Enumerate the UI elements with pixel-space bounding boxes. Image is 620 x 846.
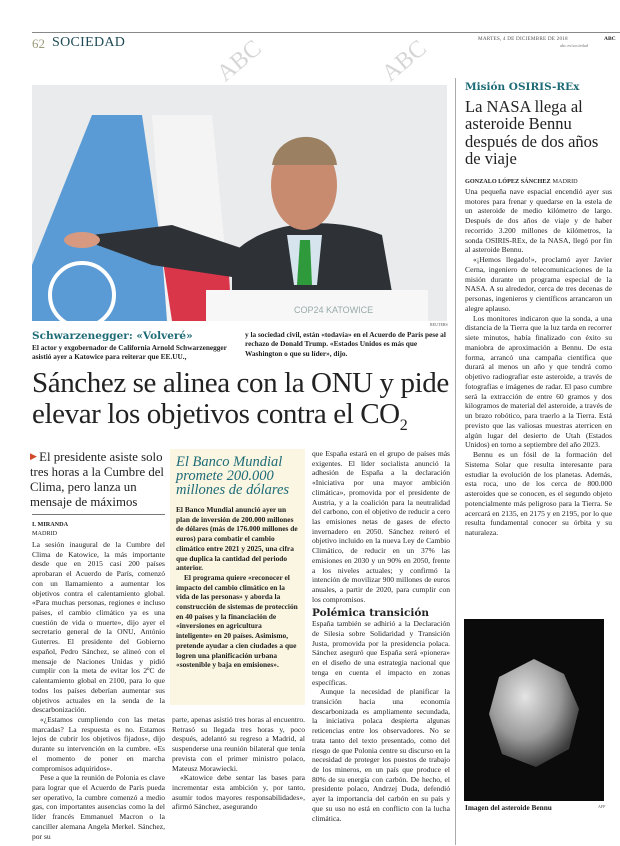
photo-credit: REUTERS — [430, 322, 448, 327]
article-subhead: ▶ El presidente asiste solo tres horas a la Cumbre del Clima, pero lanza un mensaje de máximos — [30, 450, 164, 509]
byline: I. MIRANDA MADRID — [32, 521, 69, 537]
caption-text-2: y la sociedad civil, están «todavía» en el Acuerdo de París pese al rechazo de Donald Trump. «Estados Unidos es más que Washington o que su líder», dijo. — [245, 330, 446, 358]
section-title: SOCIEDAD — [52, 35, 126, 50]
article-column-1: La sesión inaugural de la Cumbre del Clima de Katowice, la más importante desde que en 2015 casi 200 países aprobaran el Acuerdo de París, comenzó con un llamamiento a aumentar los objetivos contra el calentamiento global. «Para muchas personas, regiones e incluso países, el cambio climático ya es una cuestión de vida o muerte», dijo ayer el secretario general de la ONU, António Guterres. El presidente del Gobierno español, Pedro Sánchez, se alineó con el mensaje de Naciones Unidas y pidió cumplir con la meta de evitar los 2ºC de calentamiento global en 2100, para lo que todos los países deberían aumentar sus objetivos actuales en la senda de la descarbonización. «¿Estamos cumpliendo con las metas marcadas? La respuesta es no. Estamos lejos de cubrir los objetivos fijados», dijo durante su intervención en la cumbre. «Es el momento de poner en marcha compromisos adquiridos». Pese a que la reunión de Polonia es clave para lograr que el Acuerdo de París pueda ser operativo, la cumbre comenzó a medio gas, con importantes ausencias como la del líder francés Emmanuel Macron o la canciller alemana Angela Merkel. Sánchez, por su — [32, 540, 165, 841]
article-headline: Sánchez se alinea con la ONU y pide elevar los objetivos contra el $CO_2$ — [32, 367, 449, 434]
article-column-3: que España estará en el grupo de países más exigentes. El líder socialista anunció la adhesión de España a la declaración «Iniciativa por una mayor ambición climática», promovida por el presidente de Austria, y a la coalición para la neutralidad del carbono, con el objetivo de reducir a cero las emisiones netas de gases de efecto invernadero en 2050. Sánchez reiteró el objetivo incluido en la nueva Ley de Cambio Climático, de reducir en un 37% las emisiones en 2030 y un 90% en 2050, frente a los niveles actuales; y confirmó la intención de movilizar 900 millones de euros anuales, a partir de 2020, para cumplir con los compromisos. Polémica transición España también se adhirió a la Declaración de Silesia sobre Solidaridad y Transición Justa, promovida por la presidencia polaca. Sánchez aseguró que España será «pionera» en el diseño de una estrategia nacional que tenga en cuenta el impacto en zonas específicas. Aunque la necesidad de planificar la transición hacia una economía descarbonizada es ampliamente secundada, la iniciativa polaca despierta algunas reticencias entre los observadores. No se trata tanto del texto presentado, como del riesgo de que Polonia centre su discurso en la necesidad de proteger los puestos de trabajo de los mineros, en un país que produce el 80% de su energía con carbón. De hecho, el presidente polaco, Andrzej Duda, defendió ayer la importancia del carbón en su país y que su uso no está en conflicto con la lucha climática. — [312, 449, 450, 823]
abc-watermark: ABC — [377, 35, 432, 87]
podium-text: COP24 KATOWICE — [294, 305, 374, 315]
sidebar-kicker: Misión OSIRIS-REx — [465, 81, 580, 93]
image-caption: Imagen del asteroide Bennu — [465, 803, 552, 812]
abc-watermark: ABC — [212, 35, 267, 87]
column-divider — [455, 78, 456, 845]
caption-title: Schwarzenegger: «Volveré» — [32, 330, 193, 342]
caption-text-1: El actor y exgobernador de California Arnold Schwarzenegger asistió ayer a Katowice para reiterar que EE.UU., — [32, 343, 227, 362]
page-number: 62 — [32, 36, 45, 51]
header-rule — [32, 32, 620, 33]
intertitle: Polémica transición — [312, 606, 429, 619]
divider — [32, 514, 165, 515]
sidebar-box-banco-mundial: El Banco Mundial promete 200.000 millones de dólares El Banco Mundial anunció ayer un plan de inversión de 200.000 millones de dólares (más de 176.000 millones de euros) para combatir el cambio climático entre 2021 y 2025, una cifra que duplica la cantidad del periodo anterior. El programa quiere «reconocer el impacto del cambio climático en la vida de las personas» y aborda la construcción de sistemas de protección en 40 países y la financiación de «inversiones en agricultura inteligente» en 20 países. Asimismo, pretende ayudar a cien ciudades a que logren una planificación urbana «sostenible y baja en emisiones». — [170, 449, 305, 705]
box-title: El Banco Mundial promete 200.000 millones de dólares — [176, 454, 290, 498]
sidebar-article: GONZALO LÓPEZ SÁNCHEZ MADRID Una pequeña nave espacial encendió ayer sus motores para frenar y quedarse en la estela de un asteroide de medio kilómetro de largo. Después de dos años de viaje y de haber recorrido 3.200 millones de kilómetros, la sonda OSIRIS-REx, de la NASA, llegó por fin al asteroide Bennu. «¡Hemos llegado!», proclamó ayer Javier Cerna, ingeniero de telecomunicaciones de la misión durante un programa especial de la NASA. A su alrededor, cerca de tres decenas de personas, ingenieros y científicos arrancaron un alegre aplauso. Los monitores indicaron que la sonda, a una distancia de la Tierra que la luz tarda en recorrer siete minutos, había finalizado con éxito su maniobra de aproximación a Bennu. De esta forma, arrancó una campaña científica que durará al menos un año y que tendrá como objetivo radiografiar este asteroide, a través de fotografías e imágenes de radar. El paso cumbre será la extracción de entre 60 gramos y dos kilogramos de material del asteroide, a través de un brazo robótico, para traerlo a la Tierra. Está previsto que las valiosas muestras aterricen en algún lugar del desierto de Utah (Estados Unidos) en torno a septiembre del año 2023. Bennu es un fósil de la formación del Sistema Solar que resulta interesante para estudiar la evolución de los planetas. Además, esta roca, uno de los cerca de 800.000 asteroides que se conocen, es el segundo objeto potencialmente más peligroso para la Tierra. Se acercará en 2135, en 2175 y en 2195, por lo que resulta fundamental conocer su órbita y su naturaleza. — [465, 178, 612, 537]
issue-date: MARTES, 4 DE DICIEMBRE DE 2018 — [478, 36, 568, 42]
section-url: abc.es/sociedad — [560, 43, 589, 48]
schwarzenegger-photo — [32, 85, 447, 321]
asteroid-bennu-photo — [464, 619, 604, 801]
brand-logo: ABC — [604, 36, 616, 42]
sidebar-headline: La NASA llega al asteroide Bennu después de dos años de viaje — [465, 97, 599, 169]
image-credit: AFP — [598, 804, 606, 809]
bullet-triangle-icon: ▶ — [30, 451, 40, 461]
article-column-2: parte, apenas asistió tres horas al encuentro. Retrasó su llegada tres horas y, poco después, adelantó su regreso a Madrid, al suspenderse una reunión bilateral que tenía prevista con el primer ministro polaco, Mateusz Morawiecki. «Katowice debe sentar las bases para incrementar esta ambición y, por tanto, asumir todos mayores responsabilidades», afirmó Sánchez, asegurando — [172, 715, 305, 812]
